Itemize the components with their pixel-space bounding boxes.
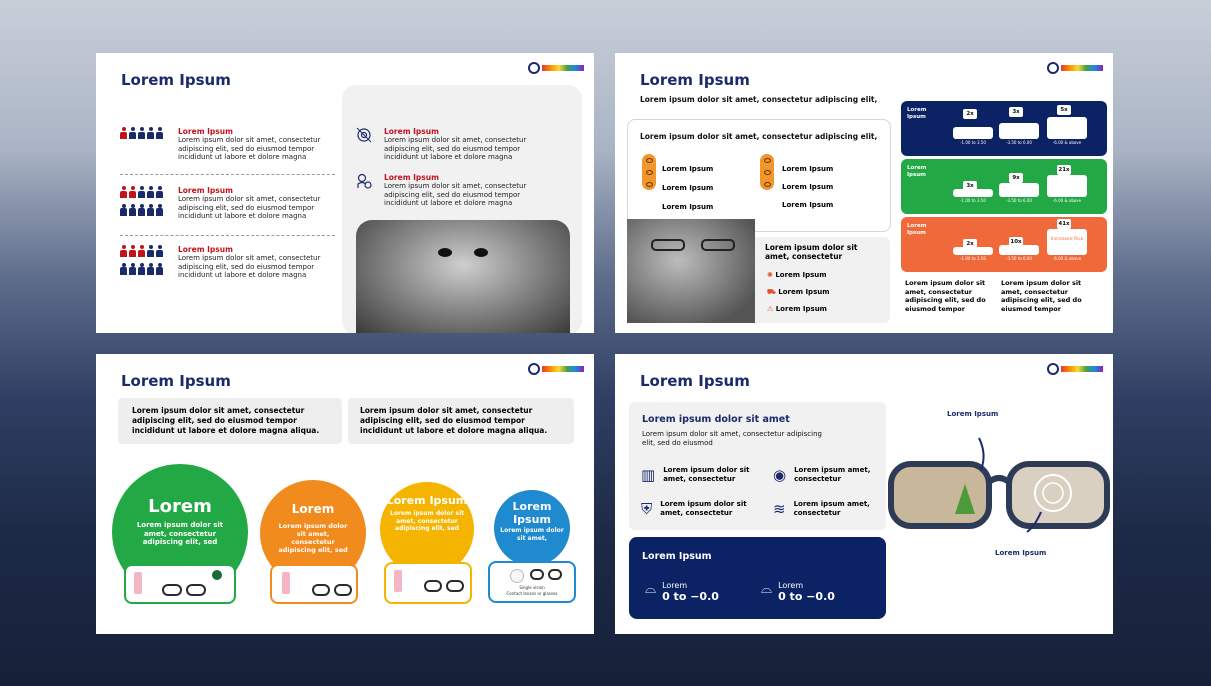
feature-text: Lorem ipsum dolor sit amet, consectetur adipiscing elit, sed do eiusmod tempor incididunt ut labore et dolore magna xyxy=(384,136,527,161)
slide-1[interactable] xyxy=(96,53,594,333)
brand-logo xyxy=(528,362,584,376)
symptom-pill-icon xyxy=(642,154,656,190)
card-heading: Lorem ipsum dolor sit amet, consectetur adipiscing elit, xyxy=(640,132,878,141)
row-text: Lorem ipsum dolor sit amet, consectetur adipiscing elit, sed do eiusmod tempor incididunt ut labore et dolore magna xyxy=(178,254,321,279)
feature-text: Lorem ipsum dolor sit amet, consectetur adipiscing elit, sed do eiusmod tempor incididunt ut labore et dolore magna xyxy=(384,182,527,207)
info-box: Lorem ipsum dolor sit amet, consectetur adipiscing elit, sed do eiusmod tempor incididunt ut labore et dolore magna aliqua. xyxy=(118,398,342,444)
wave-icon: ≋ xyxy=(773,500,786,518)
power-range-box xyxy=(629,537,886,619)
band-label: Lorem Ipsum xyxy=(907,107,927,120)
slide-subtitle: Lorem ipsum dolor sit amet, consectetur adipiscing elit, xyxy=(640,95,878,104)
row-heading: Lorem Ipsum xyxy=(178,245,233,254)
footer-note: Lorem ipsum dolor sit amet, consectetur adipiscing elit, sed do eiusmod tempor xyxy=(905,279,986,313)
child-clock-icon xyxy=(356,173,372,189)
treatment-circle-yellow: Lorem Ipsum Lorem ipsum dolor sit amet, consectetur adipiscing elit, sed xyxy=(380,482,474,576)
symptom-list: Lorem Ipsum Lorem Ipsum Lorem Ipsum xyxy=(662,165,714,211)
eyedrop-glasses-box xyxy=(270,564,358,604)
contact-caption: Single vision xyxy=(519,585,545,590)
blue-heading: Lorem Ipsum xyxy=(642,551,712,562)
treatment-circle-orange: Lorem Lorem ipsum dolor sit amet, consectetur adipiscing elit, sed xyxy=(260,480,366,586)
stat-row xyxy=(120,127,328,162)
slide-3[interactable] xyxy=(96,354,594,634)
footer-note: Lorem ipsum dolor sit amet, consectetur adipiscing elit, sed do eiusmod tempor xyxy=(1001,279,1082,313)
eye-rays-icon: ◉ xyxy=(773,466,787,484)
range-item: ⌓ Lorem 0 to −0.0 xyxy=(645,581,719,603)
panel-text: Lorem ipsum dolor sit amet, consectetur adipiscing elit, sed do eiusmod xyxy=(642,430,822,447)
feature-item: ▥ Lorem ipsum dolor sit amet, consectetur xyxy=(641,466,750,484)
people-icon xyxy=(120,245,170,280)
eyedrop-glasses-box xyxy=(384,562,472,604)
people-icon xyxy=(120,127,170,162)
slide-title: Lorem Ipsum xyxy=(121,71,231,89)
symptom-pill-icon xyxy=(760,154,774,190)
band-label: Lorem Ipsum xyxy=(907,223,927,236)
treatment-circle-green: Lorem Lorem ipsum dolor sit amet, consectetur adipiscing elit, sed xyxy=(112,464,248,600)
symptom-list: Lorem Ipsum Lorem Ipsum Lorem Ipsum xyxy=(782,165,834,209)
panel-heading: Lorem ipsum dolor sit amet xyxy=(642,414,790,425)
contact-lens-box xyxy=(488,561,576,603)
glasses-illustration xyxy=(885,430,1113,550)
kids-photo xyxy=(627,219,755,323)
brand-logo xyxy=(1047,362,1103,376)
risk-band-2: Lorem Ipsum 3x -1.00 to 3.50 9x -3.50 to 6.00 21x -6.00 & above xyxy=(901,159,1107,214)
glasses-icon: ⌓ xyxy=(645,581,657,597)
band-label: Lorem Ipsum xyxy=(907,165,927,178)
glasses-icon: ⌓ xyxy=(761,581,773,597)
row-heading: Lorem Ipsum xyxy=(178,186,233,195)
risk-band-1: Lorem Ipsum 2x -1.00 to 3.50 3x -3.50 to 6.00 5x -6.00 & above xyxy=(901,101,1107,156)
row-heading: Lorem Ipsum xyxy=(178,127,233,136)
callout-top: Lorem Ipsum xyxy=(947,410,999,418)
kids-list: ✺ Lorem Ipsum ⛟ Lorem Ipsum ⚠ Lorem Ipsum xyxy=(767,271,830,313)
child-photo xyxy=(356,220,570,333)
feature-item: ⛨ Lorem ipsum dolor sit amet, consectetur xyxy=(641,500,747,518)
kids-heading: Lorem ipsum dolor sit amet, consectetur xyxy=(765,243,858,261)
eyedrop-glasses-box xyxy=(124,564,236,604)
slide-title: Lorem Ipsum xyxy=(640,71,750,89)
uv-shield-icon: ⛨ xyxy=(641,500,653,518)
row-text: Lorem ipsum dolor sit amet, consectetur adipiscing elit, sed do eiusmod tempor incididunt ut labore et dolore magna xyxy=(178,136,321,161)
people-icon xyxy=(120,186,170,221)
range-item: ⌓ Lorem 0 to −0.0 xyxy=(761,581,835,603)
slide-title: Lorem Ipsum xyxy=(640,372,750,390)
row-text: Lorem ipsum dolor sit amet, consectetur adipiscing elit, sed do eiusmod tempor incididunt ut labore et dolore magna xyxy=(178,195,321,220)
slide-2[interactable] xyxy=(615,53,1113,333)
child-feature xyxy=(356,173,534,208)
eye-target-icon xyxy=(356,127,372,143)
risk-band-3: Lorem Ipsum 2x -1.00 to 3.50 10x -3.50 to 6.00 41x Increased Risk -6.00 & above xyxy=(901,217,1107,272)
eye-feature xyxy=(356,127,534,162)
stat-row xyxy=(120,186,328,221)
divider xyxy=(120,235,335,236)
feature-heading: Lorem Ipsum xyxy=(384,127,439,136)
divider xyxy=(120,174,335,175)
slide-4[interactable] xyxy=(615,354,1113,634)
car-icon: ⛟ xyxy=(767,288,776,296)
contact-lens-icon xyxy=(510,569,524,583)
building-icon: ▥ xyxy=(641,466,656,484)
feature-item: ◉ Lorem ipsum amet, consectetur xyxy=(773,466,871,484)
stat-row xyxy=(120,245,328,280)
callout-bottom: Lorem Ipsum xyxy=(995,549,1047,557)
lens-icon xyxy=(212,570,222,580)
alert-icon: ⚠ xyxy=(767,305,774,313)
info-box: Lorem ipsum dolor sit amet, consectetur adipiscing elit, sed do eiusmod tempor incididunt ut labore et dolore magna aliqua. xyxy=(348,398,574,444)
brand-logo xyxy=(528,61,584,75)
contact-caption-2: Contact lenses or glasses xyxy=(506,591,558,596)
feature-item: ≋ Lorem ipsum amet, consectetur xyxy=(773,500,870,518)
treatment-circle-blue: Lorem Ipsum Lorem ipsum dolor sit amet, xyxy=(494,490,570,566)
slide-title: Lorem Ipsum xyxy=(121,372,231,390)
eyedrop-icon xyxy=(134,572,142,594)
bulb-icon: ✺ xyxy=(767,271,773,279)
brand-logo xyxy=(1047,61,1103,75)
feature-heading: Lorem Ipsum xyxy=(384,173,439,182)
symptom-card xyxy=(627,119,891,232)
